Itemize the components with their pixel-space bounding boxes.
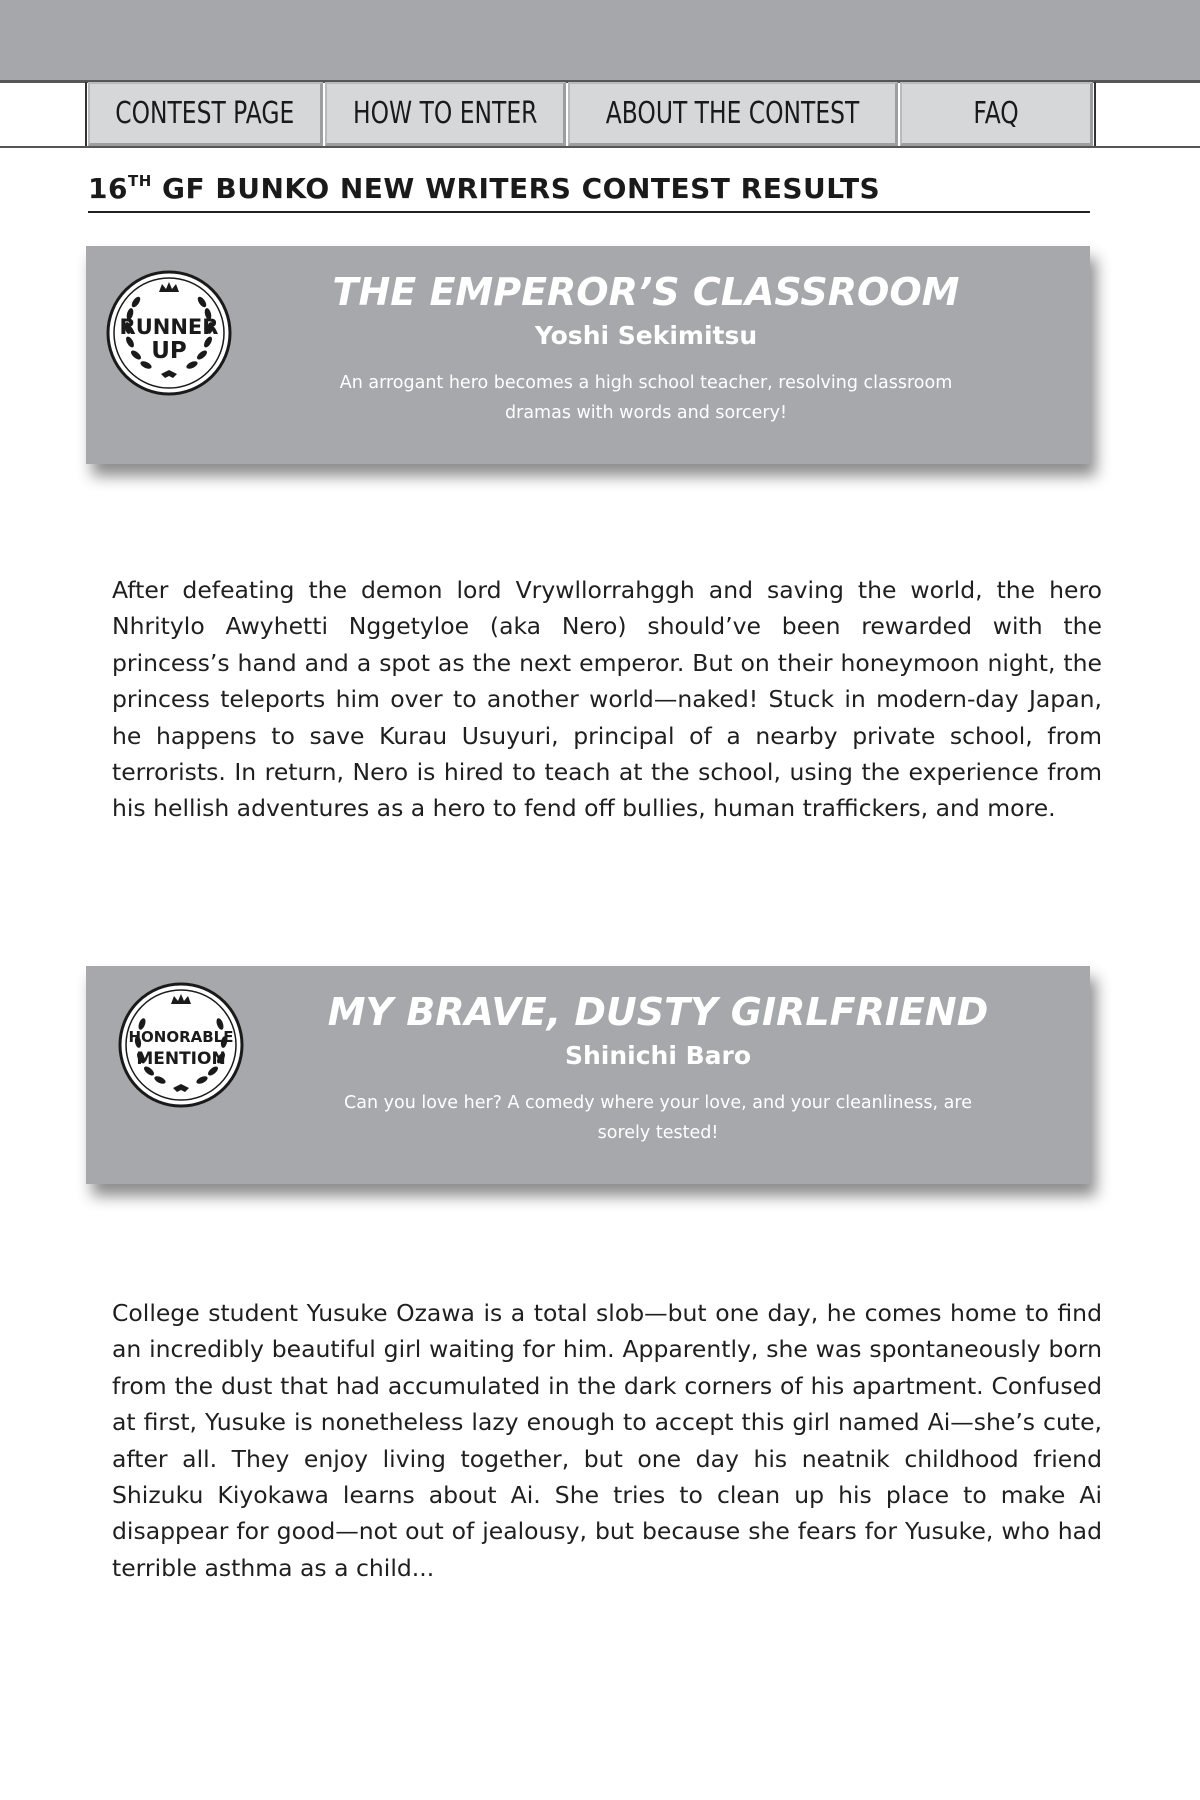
- tab-contest-page-label: CONTEST PAGE: [115, 96, 295, 131]
- contest-nav: [85, 82, 1096, 146]
- badge-line2: MENTION: [136, 1049, 226, 1069]
- title-text: GF BUNKO NEW WRITERS CONTEST RESULTS: [151, 172, 881, 205]
- entry-card-honorable-mention: [86, 966, 1090, 1184]
- nav-divider: [0, 146, 1200, 148]
- entry-author: Shinichi Baro: [564, 1041, 752, 1070]
- entry-author: Yoshi Sekimitsu: [534, 321, 758, 350]
- entry-tagline: Can you love her? A comedy where your love, and your cleanliness, are sorely tested!: [344, 1093, 972, 1143]
- badge-line2: UP: [151, 338, 187, 364]
- entry-info: [286, 988, 1030, 1148]
- title-ordinal-suffix: TH: [127, 172, 152, 190]
- entry-tagline: An arrogant hero becomes a high school teacher, resolving classroom dramas with words and sorcery!: [339, 373, 953, 423]
- tab-how-to-enter[interactable]: [325, 82, 566, 146]
- tab-how-to-enter-label: HOW TO ENTER: [352, 96, 537, 131]
- entry-card-runner-up: [86, 246, 1090, 464]
- honorable-mention-badge-icon: [118, 982, 244, 1108]
- entry-synopsis: After defeating the demon lord Vrywllorrahggh and saving the world, the hero Nhritylo Awyhetti Nggetyloe (aka Nero) should’ve been rewarded with the princess’s hand and a spot as the next emperor. But on their honeymoon night, the princess teleports him over to another world—naked! Stuck in modern-day Japan, he happens to save Kurau Usuyuri, principal of a nearby private school, from terrorists. In return, Nero is hired to teach at the school, using the experience from his hellish adventures as a hero to fend off bullies, human traffickers, and more.: [112, 576, 1102, 823]
- entry-info: [286, 268, 1006, 428]
- entry-synopsis: College student Yusuke Ozawa is a total slob—but one day, he comes home to find an incredibly beautiful girl waiting for him. Apparently, she was spontaneously born from the dust that had accumulated in the dark corners of his apartment. Confused at first, Yusuke is nonetheless lazy enough to accept this girl named Ai—she’s cute, after all. They enjoy living together, but one day his neatnik childhood friend Shizuku Kiyokawa learns about Ai. She tries to clean up his place to make Ai disappear for good—not out of jealousy, but because she fears for Yusuke, who had terrible asthma as a child...: [112, 1299, 1102, 1582]
- tab-faq[interactable]: [900, 82, 1093, 146]
- entry-title: MY BRAVE, DUSTY GIRLFRIEND: [327, 990, 989, 1034]
- badge-line1: HONORABLE: [128, 1028, 234, 1046]
- runner-up-badge-icon: [106, 270, 232, 396]
- title-number: 16: [88, 172, 128, 205]
- page-title: [88, 172, 1090, 213]
- top-banner: [0, 0, 1200, 83]
- tab-faq-label: FAQ: [973, 96, 1019, 131]
- tab-contest-page[interactable]: [88, 82, 323, 146]
- entry-title: THE EMPEROR’S CLASSROOM: [332, 270, 960, 314]
- tab-about-the-contest-label: ABOUT THE CONTEST: [605, 96, 860, 131]
- badge-line1: RUNNER: [119, 315, 219, 339]
- tab-about-the-contest[interactable]: [568, 82, 898, 146]
